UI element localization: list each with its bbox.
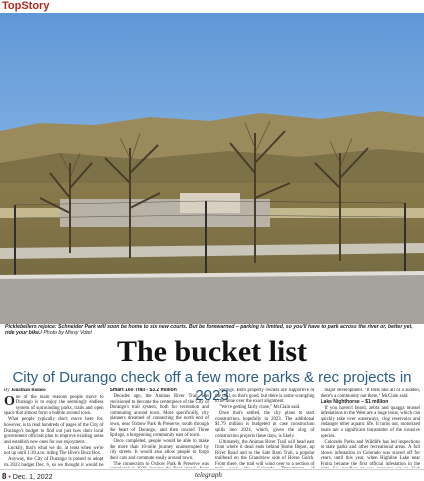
article-column [4,388,104,468]
drop-cap: O [4,393,15,409]
folio-separator: • [6,474,13,481]
publication-logo: telegraph [195,471,222,479]
paragraph: major development. "It feels like all of a sudden, there's a community out there," McClain said. [320,388,420,399]
paragraph: Once that's settled, the city plans to start construction, hopefully in 2023. The additional $1.79 million is budgeted in case construction spills into 2024, which, given the slog of construction projects these days, is likely. [215,411,315,439]
caption-text: Picklebellers rejoice: Schneider Park will soon be home to six new courts. But be forewarned – parking is limited, so you'll have to park across the river or, better yet, ride your bike./ [5,324,413,337]
issue-date: Dec. 1, 2022 [12,474,53,481]
paragraph: Springs. Both property owners are supportive of the trail, so that's good, but there is some wrangling to be done over the exact alignment. [215,388,315,405]
subhead: Smart 160 Trail - $3.2 million [109,388,177,393]
headline: The bucket list [116,335,308,368]
page-number: 8 [2,472,7,481]
paragraph: What people typically don't move here for, however, is to read hundreds of pages of the City of Durango's budget to find out just how their local government officials plan to improve existing areas and establish new ones for our enjoyment. [4,417,104,445]
paragraph: If you haven't heard, zebra and quagga mussel infestations in the West are a huge issue, which can quickly take over waterways, clog reservoirs and endanger other aquatic life. It turns out, motorized boats are a significant transmitter of the invasive species. [320,405,420,439]
lead-paragraph [4,395,104,417]
paragraph: "We're getting fairly close," McClain said. [219,405,301,411]
section-kicker: TopStory [2,0,50,12]
page-footer [0,469,424,481]
article-column [110,388,210,468]
subhead: Lake Nighthorse – $1 million [320,398,389,405]
paragraph: Once completed, people would be able to make the more than 10-mile journey uninterrupted by city streets. It would also allow people to forgo their cars and commute easily around town. [109,439,209,461]
article-column [321,388,421,468]
article-body [4,388,420,468]
deck: City of Durango check off a few more parks & rec projects in 2023 [12,369,412,404]
paragraph: Ultimately, the Animas River Trail will head east from where it dead ends behind Home Depot, up River Road and to the Sale Barn Trail, a popular trailhead on the Grandview side of Horse Gulch. From there, the trail will wind over to a section of [215,439,315,467]
byline: By Jonathan Romeo [4,388,46,393]
paragraph: Luckily, that's what we do, at least when we're not up until 1:30 a.m. riding The Hive's Buzz Box. [4,445,104,457]
lead-text: ne of the main reasons people move to Durango is to enjoy the seemingly endless system of surrounding parks, trails and open space that almost form a bubble around town. [4,394,104,417]
author-name: Jonathan Romeo [10,388,46,393]
paragraph: Decades ago, the Animas River Trail was envisioned to become the centerpiece of the City of Durango's trail system, both for recreation and commuting around town. More specifically, city planners dreamed of connecting the north end of town, near Oxbow Park & Preserve, south through the heart of Durango, and then toward Three Springs, a burgeoning community east of town. [109,393,209,439]
paragraph: The connection to Oxbow Park & Preserve was [113,461,209,467]
article-column [215,388,315,468]
paragraph: Anyway, the City of Durango is poised to adopt its 2023 budget Dec. 6, so we thought it would be [4,457,104,468]
section-header [0,0,424,14]
paragraph: Colorado Parks and Wildlife has led inspections at state parks and other recreational areas. A full blown infestation in Colorado was staved off for years, until this year, when Highline Lake near Fruita became the first official infestation in the [320,439,420,467]
photo-credit: Photo by Missy Votel [41,330,92,337]
park-photo [0,13,424,324]
